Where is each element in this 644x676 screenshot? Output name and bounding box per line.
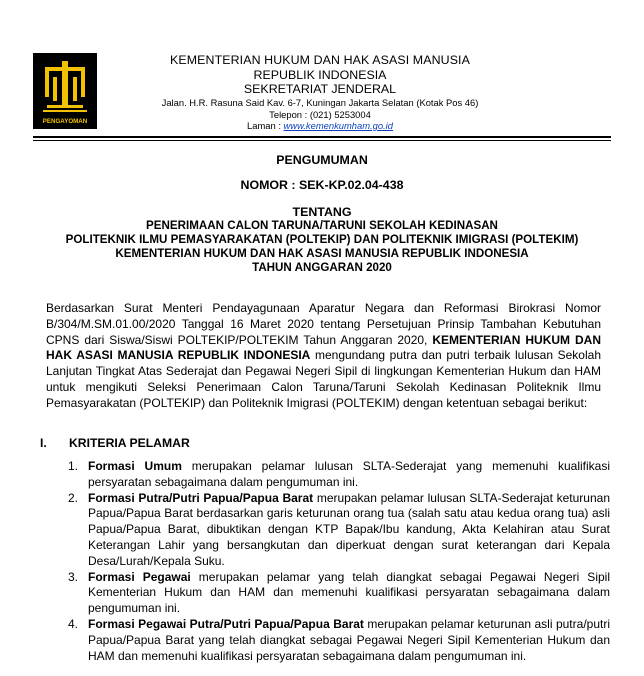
letterhead-rule-thin xyxy=(33,140,611,141)
list-item xyxy=(68,459,610,491)
intro-text: mengundang putra dan putri terbaik lulusan Sekolah Lanjutan Tingkat Atas Sederajat dan Pegawai Negeri Sipil di lingkungan Kementerian Hukum dan HAM untuk mengikuti Seleksi Penerimaan Calon Taruna/Taruni Sekolah Kedinasan Politeknik Ilmu Pemasyarakatan (POLTEKIP) dan Politeknik Imigrasi (POLTEKIM) dengan ketentuan sebagai berikut: xyxy=(46,348,601,410)
doc-tentang: TENTANG xyxy=(292,205,352,219)
intro-paragraph xyxy=(46,301,601,412)
subject-line: TAHUN ANGGARAN 2020 xyxy=(252,261,392,274)
address: Jalan. H.R. Rasuna Said Kav. 6-7, Kuningan Jakarta Selatan (Kotak Pos 46) xyxy=(161,97,479,108)
doc-title: PENGUMUMAN xyxy=(276,153,368,167)
subject-line: PENERIMAAN CALON TARUNA/TARUNI SEKOLAH KEDINASAN xyxy=(146,219,498,232)
item-text: merupakan pelamar keturunan asli putra/putri Papua/Papua Barat yang telah diangkat sebagai Pegawai Negeri Sipil Kementerian Hukum dan HAM dan memenuhi kualifikasi persyaratan sebagaimana dalam pengumuman ini. xyxy=(88,616,610,663)
item-number: 1. xyxy=(68,459,79,473)
item-label: Formasi Umum xyxy=(88,459,182,473)
subject-line: POLITEKNIK ILMU PEMASYARAKATAN (POLTEKIP) DAN POLITEKNIK IMIGRASI (POLTEKIM) xyxy=(65,233,579,246)
item-text: merupakan pelamar lulusan SLTA-Sederajat yang memenuhi kualifikasi persyaratan sebagaimana dalam pengumuman ini. xyxy=(88,459,610,489)
item-label: Formasi Pegawai Putra/Putri Papua/Papua Barat xyxy=(88,616,364,631)
item-label: Formasi Putra/Putri Papua/Papua Barat xyxy=(88,490,314,505)
item-label: Formasi Pegawai xyxy=(88,569,191,584)
intro-text: Berdasarkan Surat Menteri Pendayagunaan Aparatur Negara dan Reformasi Birokrasi Nomor B/304/M.SM.01.00/2020 Tanggal 16 Maret 2020 tentang Persetujuan Prinsip Tambahan Kebutuhan CPNS dari Siswa/Siswi POLTEKIP/POLTEKIM Tahun Anggaran 2020, xyxy=(46,301,601,347)
item-number: 3. xyxy=(68,569,79,584)
item-number: 4. xyxy=(68,616,79,631)
website-line xyxy=(150,120,490,131)
list-item xyxy=(68,491,610,570)
item-number: 2. xyxy=(68,490,79,505)
section-number: I. xyxy=(40,436,47,450)
list-item xyxy=(68,570,610,617)
section-title: KRITERIA PELAMAR xyxy=(69,436,190,450)
kemenkumham-logo xyxy=(33,53,97,129)
phone: Telepon : (021) 5253004 xyxy=(269,109,371,120)
criteria-list xyxy=(68,459,610,664)
doc-number: NOMOR : SEK-KP.02.04-438 xyxy=(240,178,404,192)
letterhead-rule-thick xyxy=(33,136,611,138)
website-link[interactable]: www.kemenkumham.go.id xyxy=(283,120,393,131)
logo-label: PENGAYOMAN xyxy=(42,118,88,125)
country-name: REPUBLIK INDONESIA xyxy=(253,68,387,82)
secretariat-name: SEKRETARIAT JENDERAL xyxy=(243,82,397,96)
subject-line: KEMENTERIAN HUKUM DAN HAK ASASI MANUSIA REPUBLIK INDONESIA xyxy=(115,247,529,260)
item-text: merupakan pelamar yang telah diangkat sebagai Pegawai Negeri Sipil Kementerian Hukum dan HAM dan memenuhi kualifikasi persyaratan sebagaimana dalam pengumuman ini. xyxy=(88,569,610,616)
pengayoman-emblem-icon xyxy=(33,53,97,129)
ministry-name: KEMENTERIAN HUKUM DAN HAK ASASI MANUSIA xyxy=(170,53,470,67)
intro-ministry-bold: KEMENTERIAN HUKUM DAN HAK ASASI MANUSIA REPUBLIK INDONESIA xyxy=(46,332,601,363)
list-item xyxy=(68,617,610,664)
item-text: merupakan pelamar lulusan SLTA-Sederajat keturunan Papua/Papua Barat berdasarkan garis keturunan orang tua (salah satu atau kedua orang tua) asli Papua/Papua Barat, dibuktikan dengan KTP Bapak/Ibu kandung, Akta Kelahiran atau Surat Keterangan Lahir yang bersangkutan dan diperkuat dengan surat keterangan dari Kepala Desa/Lurah/Kepala Suku. xyxy=(88,490,610,568)
website-label: Laman : xyxy=(247,120,284,131)
